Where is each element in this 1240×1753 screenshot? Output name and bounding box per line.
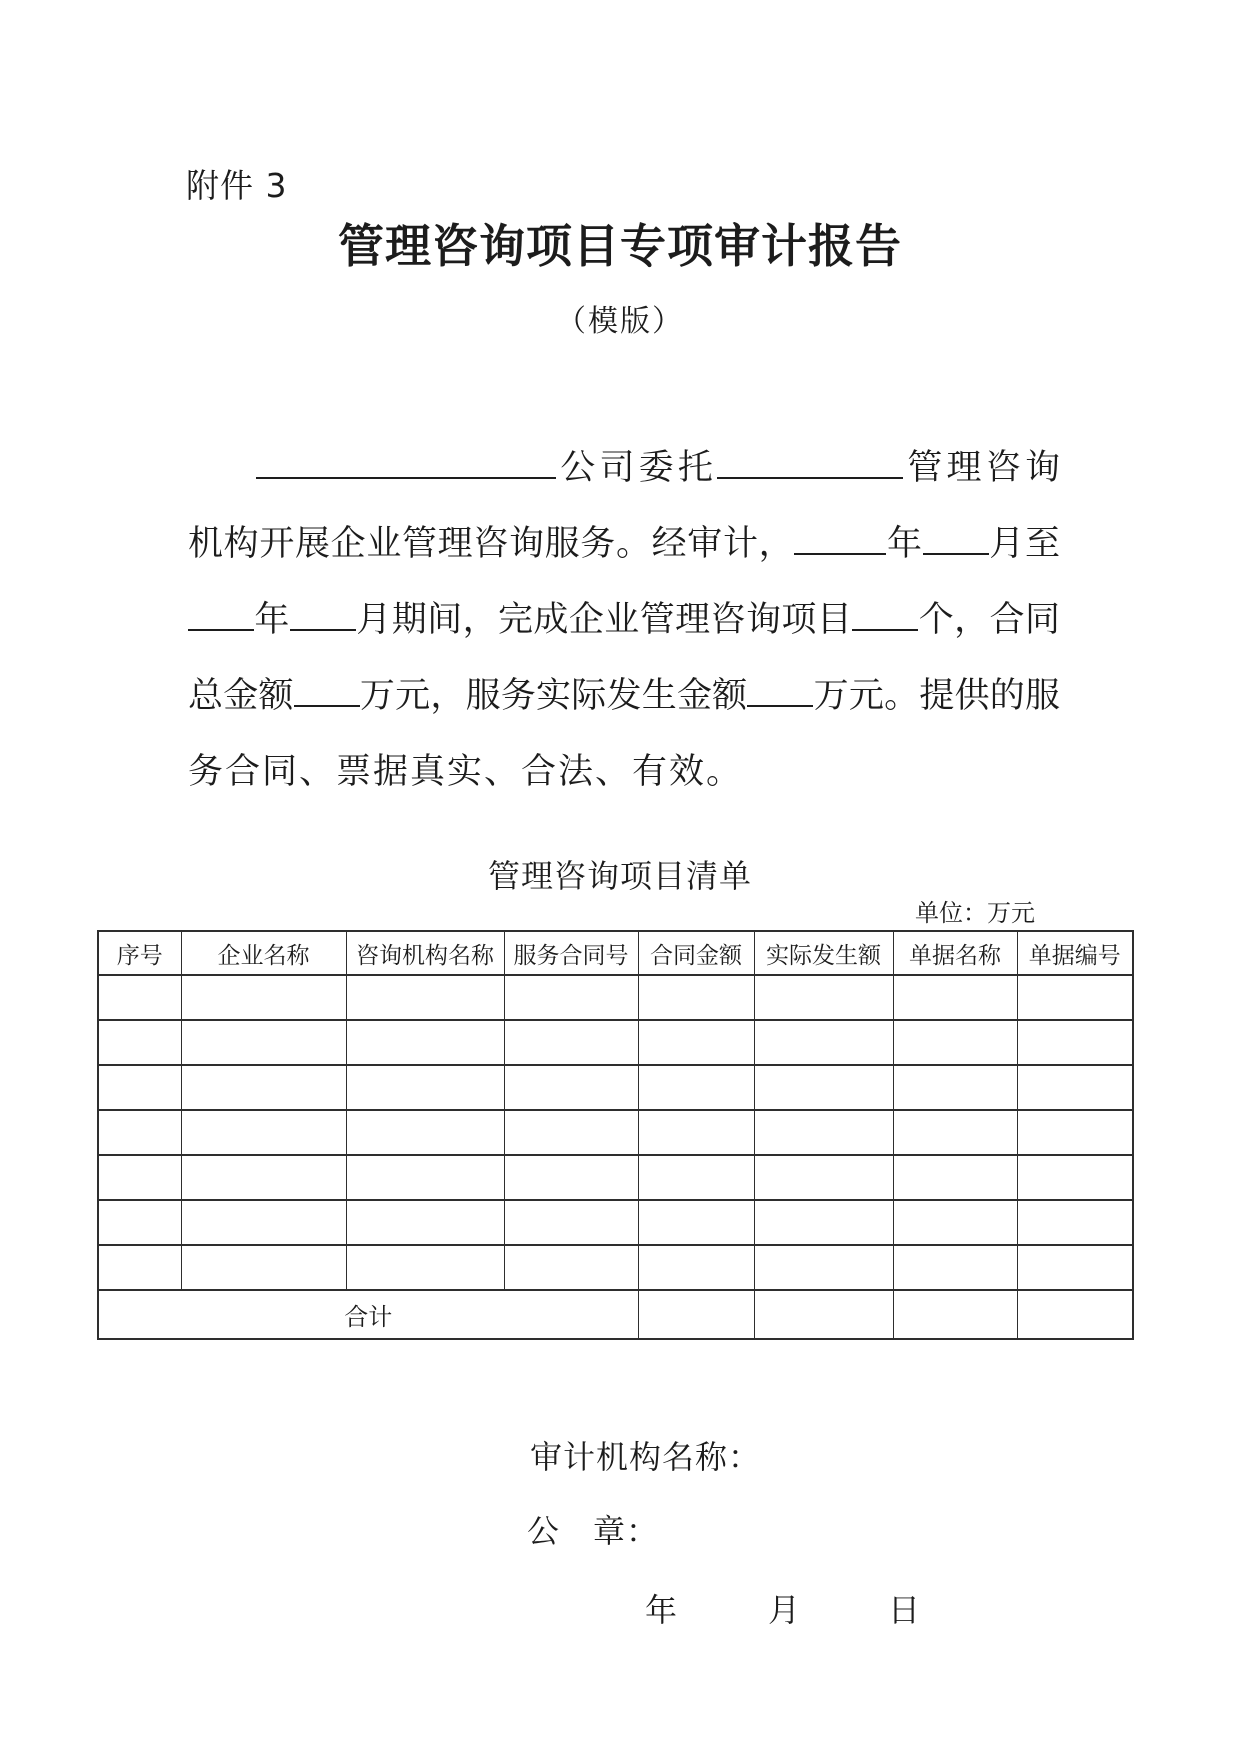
body-text-segment: 年 [886, 524, 923, 563]
table-header-row [98, 931, 1133, 975]
table-cell [638, 1245, 754, 1290]
table-cell [346, 1200, 504, 1245]
report-title: 管理咨询项目专项审计报告 [338, 219, 902, 273]
table-cell [181, 1065, 346, 1110]
paragraph-line-5 [188, 734, 1060, 810]
table-cell [893, 1155, 1017, 1200]
table-cell [1017, 1155, 1133, 1200]
body-text-segment: 个，合同 [918, 600, 1060, 639]
table-cell [754, 1065, 893, 1110]
blank-end-year [188, 594, 254, 631]
column-header-company: 企业名称 [181, 931, 346, 975]
table-cell [98, 1110, 181, 1155]
table-cell [98, 975, 181, 1020]
blank-company-name [256, 442, 556, 479]
table-cell [504, 975, 638, 1020]
column-header-index: 序号 [98, 931, 181, 975]
body-text-segment: 万元，服务实际发生金额 [359, 676, 748, 715]
body-text-segment: 年 [254, 600, 290, 639]
blank-consulting-org [717, 442, 903, 479]
blank-start-month [923, 518, 989, 555]
table-cell [754, 1200, 893, 1245]
body-text-segment: 万元。提供的服 [813, 676, 1060, 715]
column-header-contract-no: 服务合同号 [504, 931, 638, 975]
blank-start-year [794, 518, 886, 555]
table-cell [98, 1245, 181, 1290]
table-cell [504, 1020, 638, 1065]
body-text-segment: 月期间，完成企业管理咨询项目 [355, 600, 853, 639]
table-row [98, 1245, 1133, 1290]
body-text-segment: 总金额 [188, 676, 294, 715]
table-cell [638, 1155, 754, 1200]
table-cell [638, 975, 754, 1020]
official-seal-label: 公 章： [527, 1513, 660, 1549]
table-row [98, 1110, 1133, 1155]
table-cell [346, 1065, 504, 1110]
body-text-segment: 管理咨询 [903, 448, 1060, 487]
table-cell [98, 1020, 181, 1065]
table-row [98, 975, 1133, 1020]
table-cell [1017, 1245, 1133, 1290]
table-cell [1017, 1110, 1133, 1155]
table-cell [98, 1200, 181, 1245]
table-cell [1017, 975, 1133, 1020]
blank-project-count [852, 594, 918, 631]
table-cell [504, 1065, 638, 1110]
paragraph-line-1 [188, 430, 1060, 506]
attachment-label: 附件 3 [186, 166, 288, 205]
column-header-receipt-name: 单据名称 [893, 931, 1017, 975]
month-label: 月 [768, 1592, 801, 1628]
table-cell [754, 975, 893, 1020]
table-body [98, 975, 1133, 1290]
auditor-name-label: 审计机构名称： [530, 1439, 762, 1475]
body-text-segment: 机构开展企业管理咨询服务。经审计， [188, 524, 795, 563]
table-cell [638, 1065, 754, 1110]
table-cell [1017, 1020, 1133, 1065]
table-row [98, 1065, 1133, 1110]
table-row [98, 1200, 1133, 1245]
column-header-consulting-org: 咨询机构名称 [346, 931, 504, 975]
table-cell [893, 1200, 1017, 1245]
total-cell-actual-amount [754, 1290, 893, 1339]
table-cell [98, 1065, 181, 1110]
table-cell [504, 1155, 638, 1200]
table-cell [638, 1020, 754, 1065]
report-body [188, 430, 1060, 810]
table-cell [98, 1155, 181, 1200]
table-cell [638, 1200, 754, 1245]
table-cell [346, 1020, 504, 1065]
table-cell [181, 1110, 346, 1155]
table-cell [504, 1200, 638, 1245]
table-cell [754, 1020, 893, 1065]
column-header-contract-amount: 合同金额 [638, 931, 754, 975]
total-cell-contract-amount [638, 1290, 754, 1339]
total-label-cell: 合计 [98, 1290, 638, 1339]
total-cell-receipt-no [1017, 1290, 1133, 1339]
projects-table [97, 930, 1134, 1340]
unit-label: 单位：万元 [915, 901, 1035, 927]
column-header-receipt-no: 单据编号 [1017, 931, 1133, 975]
table-cell [181, 1200, 346, 1245]
table-cell [181, 975, 346, 1020]
table-cell [893, 1110, 1017, 1155]
table-cell [893, 1020, 1017, 1065]
table-cell [346, 1110, 504, 1155]
table-cell [754, 1110, 893, 1155]
table-cell [1017, 1200, 1133, 1245]
table-row [98, 1155, 1133, 1200]
table-cell [181, 1020, 346, 1065]
table-cell [504, 1245, 638, 1290]
body-text-segment: 月至 [988, 524, 1060, 563]
paragraph-line-4 [188, 658, 1060, 734]
blank-end-month [290, 594, 356, 631]
day-label: 日 [888, 1592, 921, 1628]
paragraph-line-2 [188, 506, 1060, 582]
year-label: 年 [645, 1592, 678, 1628]
table-cell [181, 1245, 346, 1290]
table-cell [181, 1155, 346, 1200]
table-cell [893, 1245, 1017, 1290]
table-cell [504, 1110, 638, 1155]
blank-contract-total [294, 670, 360, 707]
table-cell [1017, 1065, 1133, 1110]
table-cell [346, 1245, 504, 1290]
body-text-segment: 务合同、票据真实、合法、有效。 [188, 752, 744, 791]
table-cell [754, 1245, 893, 1290]
report-subtitle: （模版） [556, 305, 684, 338]
table-cell [893, 975, 1017, 1020]
table-cell [346, 975, 504, 1020]
table-cell [346, 1155, 504, 1200]
table-row [98, 1020, 1133, 1065]
blank-actual-amount [747, 670, 813, 707]
list-title: 管理咨询项目清单 [487, 858, 752, 894]
paragraph-line-3 [188, 582, 1060, 658]
total-row [98, 1290, 1133, 1339]
table-cell [638, 1110, 754, 1155]
total-cell-receipt-name [893, 1290, 1017, 1339]
body-text-segment: 公司委托 [556, 448, 718, 487]
table-cell [893, 1065, 1017, 1110]
table-cell [754, 1155, 893, 1200]
column-header-actual-amount: 实际发生额 [754, 931, 893, 975]
